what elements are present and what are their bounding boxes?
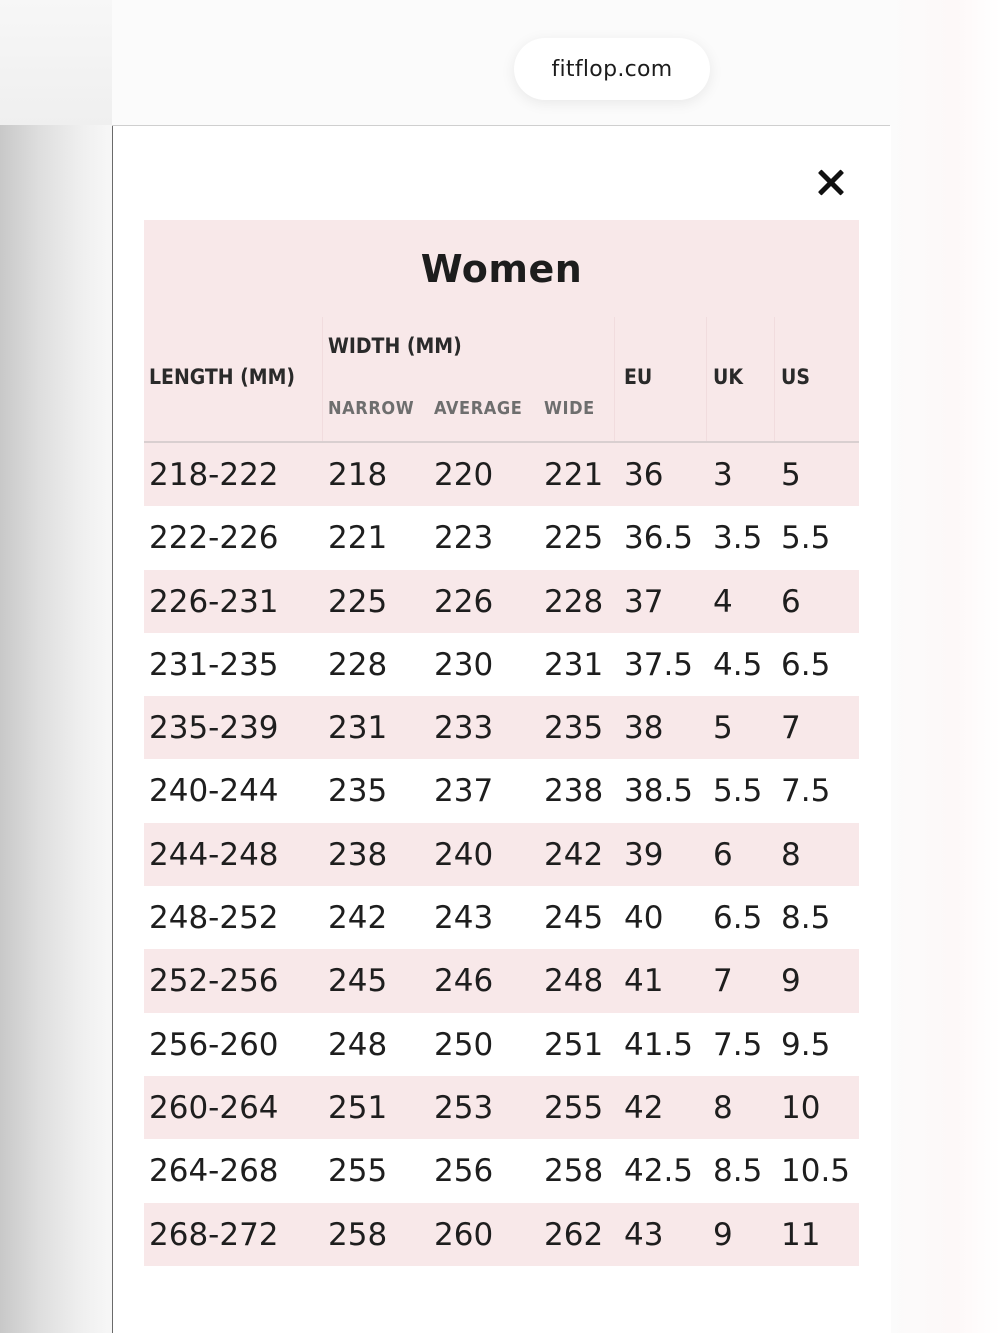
table-row — [144, 1139, 859, 1202]
cell-eu: 39 — [624, 836, 664, 873]
cell-wide: 238 — [544, 773, 604, 810]
close-icon[interactable] — [814, 166, 848, 200]
cell-narrow: 245 — [328, 963, 388, 1000]
cell-narrow: 218 — [328, 457, 388, 493]
cell-eu: 42.5 — [624, 1153, 694, 1190]
cell-average: 223 — [434, 520, 494, 557]
cell-us: 9.5 — [781, 1026, 831, 1063]
cell-average: 237 — [434, 773, 494, 810]
cell-us: 5 — [781, 457, 801, 493]
cell-narrow: 248 — [328, 1026, 388, 1063]
cell-eu: 41 — [624, 963, 664, 1000]
table-row — [144, 823, 859, 886]
cell-eu: 37.5 — [624, 646, 694, 683]
table-body — [144, 443, 859, 1266]
table-row — [144, 1203, 859, 1266]
browser-address-bar — [112, 0, 890, 126]
table-header — [144, 317, 859, 443]
cell-wide: 231 — [544, 646, 604, 683]
cell-average: 243 — [434, 900, 494, 937]
header-narrow: NARROW — [328, 398, 415, 419]
cell-uk: 8 — [713, 1089, 733, 1126]
cell-narrow: 238 — [328, 836, 388, 873]
cell-wide: 248 — [544, 963, 604, 1000]
table-row — [144, 1076, 859, 1139]
cell-us: 6.5 — [781, 646, 831, 683]
table-row — [144, 633, 859, 696]
cell-narrow: 225 — [328, 583, 388, 620]
cell-narrow: 231 — [328, 710, 388, 747]
header-average: AVERAGE — [434, 398, 523, 419]
cell-length: 260-264 — [149, 1089, 279, 1126]
header-us: US — [781, 365, 810, 389]
background-left-top — [0, 0, 112, 125]
cell-wide: 235 — [544, 710, 604, 747]
cell-wide: 245 — [544, 900, 604, 937]
cell-wide: 262 — [544, 1216, 604, 1253]
cell-length: 268-272 — [149, 1216, 279, 1253]
header-uk: UK — [713, 365, 743, 389]
cell-uk: 6 — [713, 836, 733, 873]
cell-uk: 5.5 — [713, 773, 763, 810]
cell-uk: 9 — [713, 1216, 733, 1253]
table-row — [144, 949, 859, 1012]
cell-us: 9 — [781, 963, 801, 1000]
cell-uk: 4.5 — [713, 646, 763, 683]
table-row — [144, 886, 859, 949]
cell-eu: 38.5 — [624, 773, 694, 810]
cell-uk: 3 — [713, 457, 733, 493]
cell-narrow: 258 — [328, 1216, 388, 1253]
cell-length: 264-268 — [149, 1153, 279, 1190]
header-divider — [706, 317, 707, 441]
header-wide: WIDE — [544, 398, 595, 419]
url-text: fitflop.com — [551, 56, 673, 82]
cell-narrow: 235 — [328, 773, 388, 810]
cell-uk: 8.5 — [713, 1153, 763, 1190]
cell-us: 10.5 — [781, 1153, 851, 1190]
background-left — [0, 0, 112, 1333]
cell-length: 244-248 — [149, 836, 279, 873]
cell-uk: 5 — [713, 710, 733, 747]
cell-us: 11 — [781, 1216, 821, 1253]
header-divider — [774, 317, 775, 441]
cell-narrow: 221 — [328, 520, 388, 557]
cell-average: 226 — [434, 583, 494, 620]
cell-us: 8.5 — [781, 900, 831, 937]
cell-eu: 42 — [624, 1089, 664, 1126]
cell-wide: 225 — [544, 520, 604, 557]
cell-uk: 7.5 — [713, 1026, 763, 1063]
cell-length: 218-222 — [149, 457, 279, 493]
cell-average: 250 — [434, 1026, 494, 1063]
cell-us: 8 — [781, 836, 801, 873]
table-row — [144, 570, 859, 633]
cell-wide: 251 — [544, 1026, 604, 1063]
cell-length: 226-231 — [149, 583, 279, 620]
cell-eu: 37 — [624, 583, 664, 620]
table-row — [144, 1013, 859, 1076]
header-divider — [322, 317, 323, 441]
cell-average: 230 — [434, 646, 494, 683]
cell-narrow: 228 — [328, 646, 388, 683]
cell-average: 240 — [434, 836, 494, 873]
size-chart-modal — [112, 126, 891, 1333]
cell-narrow: 251 — [328, 1089, 388, 1126]
cell-average: 220 — [434, 457, 494, 493]
cell-wide: 255 — [544, 1089, 604, 1126]
cell-eu: 40 — [624, 900, 664, 937]
cell-uk: 6.5 — [713, 900, 763, 937]
cell-eu: 43 — [624, 1216, 664, 1253]
cell-us: 10 — [781, 1089, 821, 1126]
cell-length: 252-256 — [149, 963, 279, 1000]
cell-uk: 3.5 — [713, 520, 763, 557]
cell-length: 231-235 — [149, 646, 279, 683]
table-row — [144, 759, 859, 822]
table-title: Women — [144, 220, 859, 317]
table-row — [144, 696, 859, 759]
table-row — [144, 443, 859, 506]
cell-average: 233 — [434, 710, 494, 747]
cell-eu: 36 — [624, 457, 664, 493]
url-field[interactable] — [514, 38, 710, 100]
cell-narrow: 242 — [328, 900, 388, 937]
header-divider — [614, 317, 615, 441]
table-row — [144, 506, 859, 569]
cell-length: 240-244 — [149, 773, 279, 810]
header-length: LENGTH (MM) — [149, 365, 296, 389]
cell-length: 256-260 — [149, 1026, 279, 1063]
cell-average: 253 — [434, 1089, 494, 1126]
cell-length: 235-239 — [149, 710, 279, 747]
cell-eu: 36.5 — [624, 520, 694, 557]
cell-uk: 4 — [713, 583, 733, 620]
cell-average: 256 — [434, 1153, 494, 1190]
cell-us: 7 — [781, 710, 801, 747]
cell-wide: 242 — [544, 836, 604, 873]
cell-eu: 38 — [624, 710, 664, 747]
cell-us: 6 — [781, 583, 801, 620]
cell-average: 260 — [434, 1216, 494, 1253]
cell-us: 7.5 — [781, 773, 831, 810]
cell-length: 248-252 — [149, 900, 279, 937]
cell-narrow: 255 — [328, 1153, 388, 1190]
cell-average: 246 — [434, 963, 494, 1000]
cell-wide: 221 — [544, 457, 604, 493]
background-right — [890, 0, 1000, 1333]
cell-wide: 258 — [544, 1153, 604, 1190]
size-chart-table — [144, 220, 859, 1266]
cell-eu: 41.5 — [624, 1026, 694, 1063]
cell-wide: 228 — [544, 583, 604, 620]
header-eu: EU — [624, 365, 653, 389]
cell-us: 5.5 — [781, 520, 831, 557]
cell-length: 222-226 — [149, 520, 279, 557]
header-width: WIDTH (MM) — [328, 334, 462, 358]
cell-uk: 7 — [713, 963, 733, 1000]
